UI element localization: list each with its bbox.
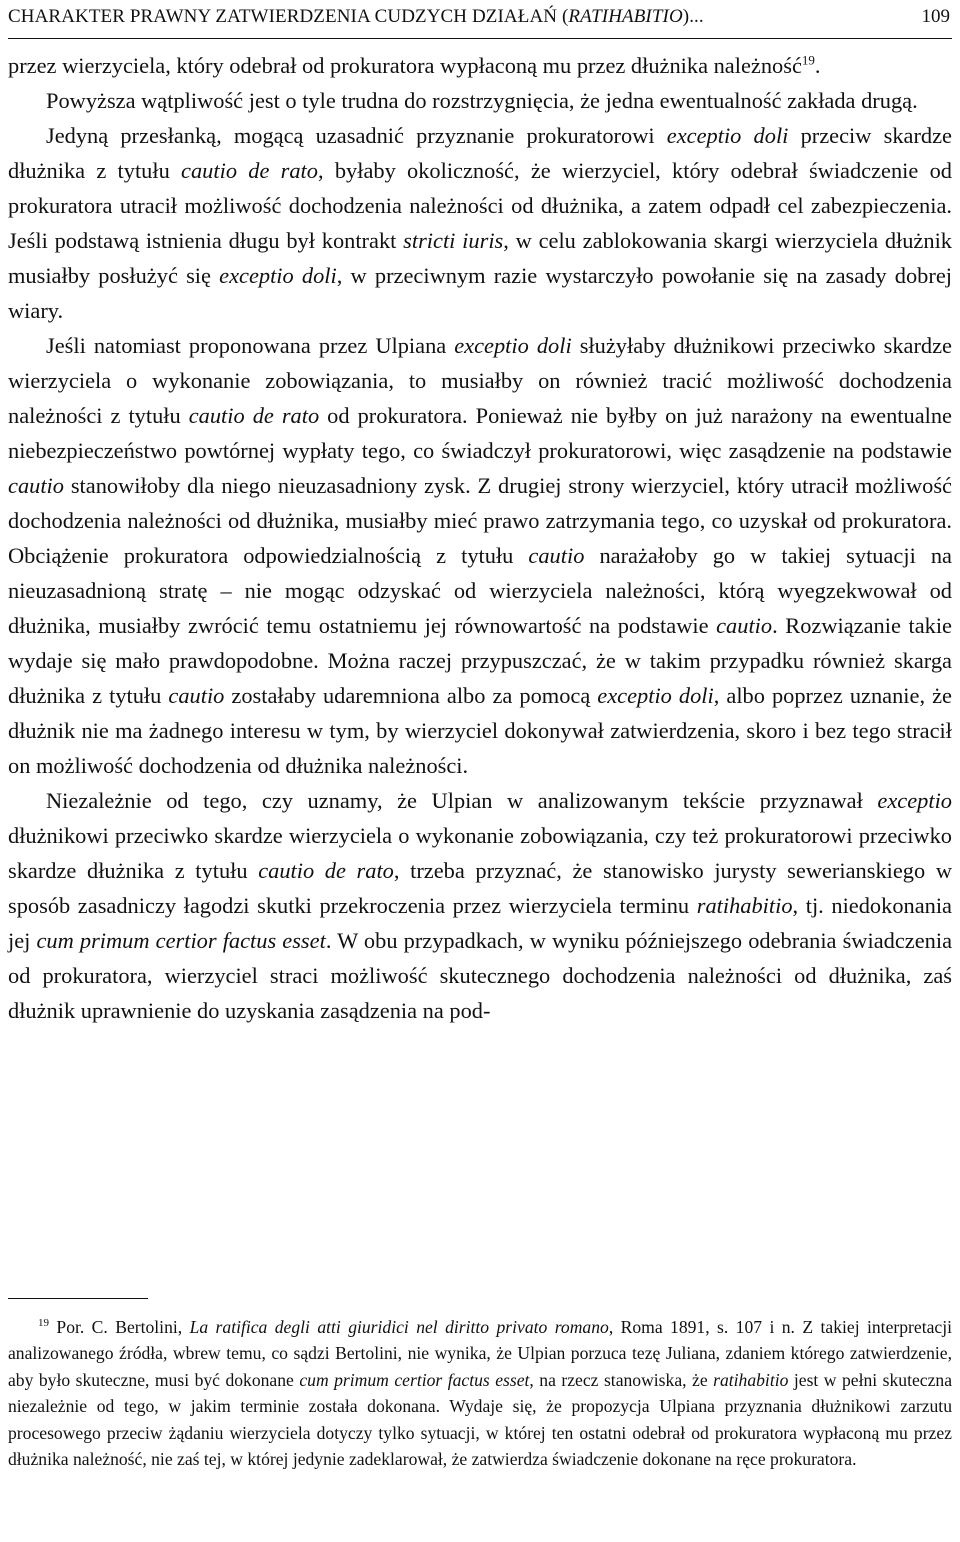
page-number: 109	[921, 6, 950, 27]
latin-term: exceptio doli	[454, 333, 572, 358]
latin-term: exceptio doli	[666, 123, 789, 148]
running-header	[8, 2, 952, 39]
latin-term: cautio	[8, 473, 64, 498]
cited-title: La ratifica degli atti giuridici nel diritto privato romano	[189, 1317, 609, 1337]
text-span: przeciw skardze dłużnika z tytułu	[8, 123, 952, 183]
text-span: jest w pełni skuteczna niezależnie od tego, w jakim terminie została dokonana. Wydaje się, że propozycja Ulpiana przyznania dłużnikowi zarzutu procesowego przeciw żądaniu wierzyciela dotyczy tylko sytuacji, w której ten ostatni odebrał od prokuratora wypłaconą mu przez dłużnika należność, nie zaś tej, w której jedynie zadeklarował, że zatwierdza świadczenie dokonane na ręce prokuratora.	[8, 1369, 952, 1470]
text-span: , Roma 1891, s. 107 i n. Z takiej interpretacji analizowanego źródła, wbrew temu, co sądzi Bertolini, nie wynika, że Ulpian porzuca tezę Juliana, zdaniem którego zatwierdzenie, aby było skuteczne, musi być dokonane	[8, 1317, 952, 1390]
text-span: .	[814, 53, 821, 78]
text-span: , trzeba przyznać, że stanowisko jurysty sewerianskiego w sposób zasadniczy łagodzi skutki przekroczenia przez wierzyciela terminu	[8, 858, 952, 918]
text-span: Por. C. Bertolini,	[49, 1317, 190, 1337]
running-title-end: )...	[682, 6, 704, 27]
latin-term: cautio	[168, 683, 225, 708]
running-title-italic: RATIHABITIO	[568, 6, 683, 27]
footnote-number: 19	[38, 1317, 49, 1330]
text-span: , tj. niedokonania jej	[8, 893, 952, 953]
text-span: narażałoby go w takiej sytuacji na nieuzasadnioną stratę – nie mogąc odzyskać od wierzyciela należności, którą wyegzekwował od dłużnika, musiałby zwrócić temu ostatniemu jej równowartość na podstawie	[8, 543, 952, 638]
latin-term: exceptio doli	[219, 263, 337, 288]
paragraph-5	[8, 783, 952, 1028]
footnote-divider	[8, 1298, 148, 1299]
latin-term: cautio	[716, 613, 773, 638]
paragraph-4	[8, 328, 952, 783]
text-span: zostałaby udaremniona albo za pomocą	[224, 683, 598, 708]
text-span: przez wierzyciela, który odebrał od prokuratora wypłaconą mu przez dłużnika należność	[8, 53, 802, 78]
text-span: , albo poprzez uznanie, że dłużnik nie ma żadnego interesu w tym, by wierzyciel dokonywał zatwierdzenia, skoro i bez tego stracił on możliwość dochodzenia od dłużnika należności.	[8, 683, 952, 778]
paragraph-1	[8, 48, 952, 83]
latin-term: cum primum certior factus esset	[299, 1369, 530, 1390]
latin-term: cum primum certior factus esset	[36, 928, 326, 953]
text-span: Jeśli natomiast proponowana przez Ulpiana	[46, 333, 455, 358]
text-span: Powyższa wątpliwość jest o tyle trudna do rozstrzygnięcia, że jedna ewentualność zakłada drugą.	[46, 88, 918, 113]
text-span: dłużnikowi przeciwko skardze wierzyciela o wykonanie zobowiązania, czy też prokuratorowi przeciwko skardze dłużnika z tytułu	[8, 823, 952, 883]
running-title-text: CHARAKTER PRAWNY ZATWIERDZENIA CUDZYCH DZIAŁAŃ (	[8, 6, 569, 27]
text-span: , w celu zablokowania skargi wierzyciela dłużnik musiałby posłużyć się	[8, 228, 952, 288]
latin-term: ratihabitio	[713, 1369, 789, 1390]
text-span: Jedyną przesłanką, mogącą uzasadnić przyznanie prokuratorowi	[46, 123, 667, 148]
latin-term: cautio de rato	[188, 403, 320, 428]
text-span: , w przeciwnym razie wystarczyło powołanie się na zasady dobrej wiary.	[8, 263, 952, 323]
latin-term: stricti iuris	[403, 228, 504, 253]
latin-term: cautio de rato	[258, 858, 394, 883]
text-span: stanowiłoby dla niego nieuzasadniony zysk. Z drugiej strony wierzyciel, który utracił możliwość dochodzenia należności od dłużnika, musiałby mieć prawo zatrzymania tego, co uzyskał od prokuratora. Obciążenie prokuratora odpowiedzialnością z tytułu	[8, 473, 952, 568]
footnote-reference[interactable]: 19	[801, 52, 815, 68]
paragraph-2	[8, 83, 952, 118]
text-span: . W obu przypadkach, w wyniku późniejszego odebrania świadczenia od prokuratora, wierzyciel straci możliwość skutecznego dochodzenia należności od dłużnika, zaś dłużnik uprawnienie do uzyskania zasądzenia na pod-	[8, 928, 953, 1023]
latin-term: cautio de rato	[181, 158, 318, 183]
text-span: służyłaby dłużnikowi przeciwko skardze wierzyciela o wykonanie zobowiązania, to musiałby on również tracić możliwość dochodzenia należności z tytułu	[8, 333, 952, 428]
text-span: . Rozwiązanie takie wydaje się mało prawdopodobne. Można raczej przypuszczać, że w takim przypadku również skarga dłużnika z tytułu	[8, 613, 952, 708]
latin-term: exceptio	[877, 788, 952, 813]
main-text	[8, 48, 952, 1028]
footnote-19	[8, 1314, 952, 1472]
latin-term: exceptio doli	[597, 683, 714, 708]
running-title	[8, 2, 704, 32]
paragraph-3	[8, 118, 952, 328]
text-span: , byłaby okoliczność, że wierzyciel, który odebrał świadczenie od prokuratora utracił możliwość dochodzenia należności od dłużnika, a zatem odpadł cel zabezpieczenia. Jeśli podstawą istnienia długu był kontrakt	[8, 158, 952, 253]
latin-term: ratihabitio	[696, 893, 793, 918]
text-span: , na rzecz stanowiska, że	[529, 1369, 714, 1390]
footnotes	[8, 1314, 952, 1472]
text-span: Niezależnie od tego, czy uznamy, że Ulpian w analizowanym tekście przyznawał	[46, 788, 878, 813]
latin-term: cautio	[528, 543, 585, 568]
text-span: od prokuratora. Ponieważ nie byłby on już narażony na ewentualne niebezpieczeństwo powtórnej wypłaty tego, co świadczył prokuratorowi, więc zasądzenie na podstawie	[8, 403, 952, 463]
